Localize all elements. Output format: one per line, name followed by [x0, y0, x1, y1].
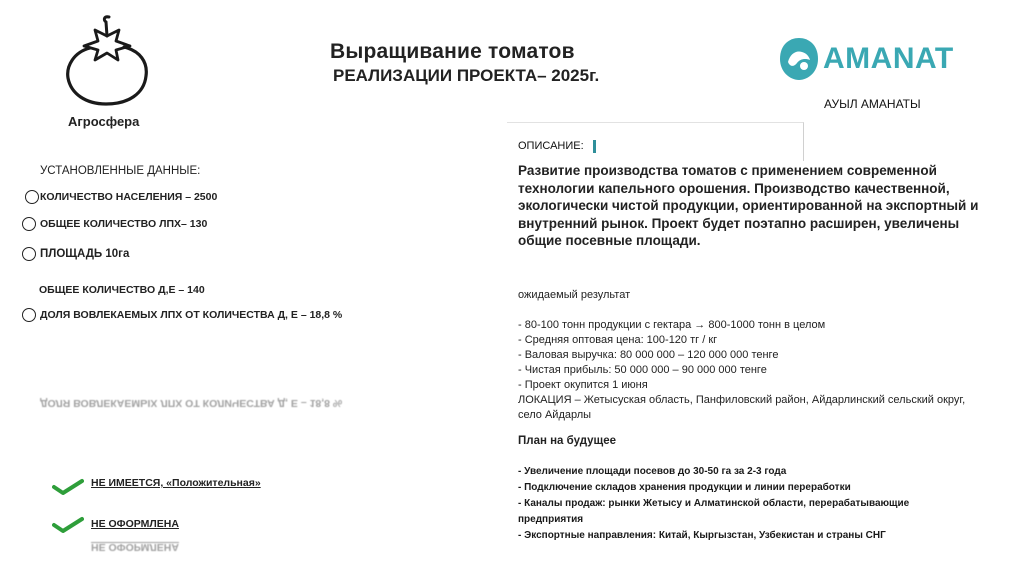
amanat-logo-icon — [778, 36, 820, 82]
bullet-circle-icon — [22, 217, 36, 231]
stat-area: ПЛОЩАДЬ 10га — [40, 248, 130, 260]
expected-result-label: ожидаемый результат — [518, 289, 631, 301]
text-cursor — [593, 140, 596, 153]
established-data-label: УСТАНОВЛЕННЫЕ ДАННЫЕ: — [40, 165, 201, 177]
page-title: Выращивание томатов — [330, 40, 575, 63]
plan-list — [518, 464, 958, 544]
list-item: - Средняя оптовая цена: 100-120 тг / кг — [518, 334, 718, 346]
bullet-circle-icon — [22, 247, 36, 261]
bullet-circle-icon — [25, 190, 39, 204]
list-item: - Каналы продаж: рынки Жетысу и Алматинской области, перерабатывающие предприятия — [518, 498, 910, 525]
stat-entities: ОБЩЕЕ КОЛИЧЕСТВО Д,Е – 140 — [39, 284, 205, 296]
location-text: ЛОКАЦИЯ – Жетысуская область, Панфиловский район, Айдарлинский сельский округ, село Айдарлы — [518, 394, 966, 421]
stat-share: ДОЛЯ ВОВЛЕКАЕМЫХ ЛПХ ОТ КОЛИЧЕСТВА Д, Е – 18,8 % — [40, 309, 343, 321]
page-subtitle: РЕАЛИЗАЦИИ ПРОЕКТА– 2025г. — [333, 66, 600, 85]
stat-item — [22, 308, 342, 322]
stat-population: КОЛИЧЕСТВО НАСЕЛЕНИЯ – 2500 — [40, 191, 218, 203]
amanat-caption: АУЫЛ АМАНАТЫ — [824, 97, 921, 111]
stat-item — [25, 190, 217, 204]
stat-item — [22, 247, 129, 261]
check-icon — [52, 478, 84, 496]
agrosfera-label: Агросфера — [68, 114, 140, 129]
stat-item — [22, 217, 207, 231]
list-item: - Проект окупится 1 июня — [518, 379, 648, 391]
list-item: - Экспортные направления: Китай, Кыргызстан, Узбекистан и страны СНГ — [518, 530, 886, 541]
check-item-1: НЕ ИМЕЕТСЯ, «Положительная» — [91, 477, 261, 489]
stat-share-reflection: ДОЛЯ ВОВЛЕКАЕМЫХ ЛПХ ОТ КОЛИЧЕСТВА Д, Е – 18,8 % — [40, 397, 343, 409]
list-item: - 80-100 тонн продукции с гектара → 800-1000 тонн в целом — [518, 319, 826, 331]
stat-item — [39, 280, 205, 298]
check-item-2: НЕ ОФОРМЛЕНА — [91, 518, 179, 530]
tomato-icon — [60, 14, 155, 109]
list-item: - Подключение складов хранения продукции и линии переработки — [518, 482, 851, 493]
stat-households: ОБЩЕЕ КОЛИЧЕСТВО ЛПХ– 130 — [40, 218, 208, 230]
list-item: - Чистая прибыль: 50 000 000 – 90 000 000 тенге — [518, 364, 767, 376]
amanat-logo-text: AMANAT — [823, 42, 954, 75]
plan-label: План на будущее — [518, 435, 617, 447]
bullet-circle-icon — [22, 308, 36, 322]
expected-result-list — [518, 318, 988, 423]
description-text: Развитие производства томатов с применением современной технологии капельного орошения. Производство качественной, экологически чистой продукции, ориентированной на экспортный и внутренний рынок. Проект будет поэтапно расширен, увеличены общие посевные площади. — [518, 163, 979, 248]
check-item-2-reflection: НЕ ОФОРМЛЕНА — [91, 541, 179, 553]
list-item: - Валовая выручка: 80 000 000 – 120 000 000 тенге — [518, 349, 779, 361]
check-icon — [52, 516, 84, 534]
description-label: ОПИСАНИЕ: — [518, 140, 584, 152]
list-item: - Увеличение площади посевов до 30-50 га за 2-3 года — [518, 466, 787, 477]
